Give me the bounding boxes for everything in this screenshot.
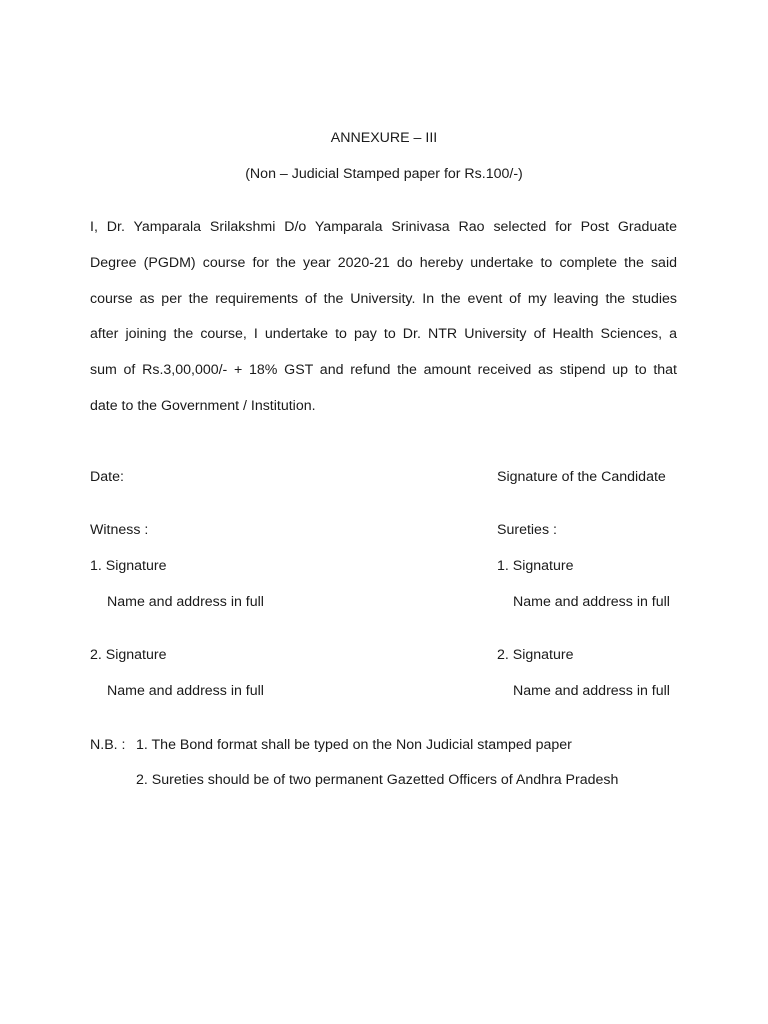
surety-signature-1: 1. Signature bbox=[497, 558, 574, 574]
surety-name-address-2: Name and address in full bbox=[513, 683, 670, 699]
witness-name-address-1: Name and address in full bbox=[107, 594, 264, 610]
surety-name-address-1: Name and address in full bbox=[513, 594, 670, 610]
note-1: 1. The Bond format shall be typed on the Non Judicial stamped paper bbox=[136, 737, 572, 753]
witness-signature-2: 2. Signature bbox=[90, 647, 167, 663]
nb-label: N.B. : bbox=[90, 737, 126, 753]
paragraph-line: I, Dr. Yamparala Srilakshmi D/o Yamparala Srinivasa Rao selected for Post Graduate bbox=[90, 219, 677, 235]
paragraph-line: after joining the course, I undertake to pay to Dr. NTR University of Health Sciences, a bbox=[90, 326, 677, 343]
note-2: 2. Sureties should be of two permanent Gazetted Officers of Andhra Pradesh bbox=[136, 772, 619, 788]
annexure-subtitle: (Non – Judicial Stamped paper for Rs.100/-) bbox=[245, 166, 523, 182]
surety-signature-2: 2. Signature bbox=[497, 647, 574, 663]
sureties-label: Sureties : bbox=[497, 522, 557, 538]
paragraph-line: course as per the requirements of the University. In the event of my leaving the studies bbox=[90, 290, 677, 307]
candidate-signature-label: Signature of the Candidate bbox=[497, 469, 666, 485]
witness-name-address-2: Name and address in full bbox=[107, 683, 264, 699]
date-label: Date: bbox=[90, 469, 124, 485]
undertaking-paragraph bbox=[90, 216, 677, 431]
paragraph-line: date to the Government / Institution. bbox=[90, 397, 316, 414]
paragraph-line: Degree (PGDM) course for the year 2020-21 do hereby undertake to complete the said bbox=[90, 254, 677, 271]
witness-label: Witness : bbox=[90, 522, 149, 538]
annexure-title: ANNEXURE – III bbox=[330, 130, 438, 146]
paragraph-line: sum of Rs.3,00,000/- + 18% GST and refund the amount received as stipend up to that bbox=[90, 362, 677, 379]
witness-signature-1: 1. Signature bbox=[90, 558, 167, 574]
